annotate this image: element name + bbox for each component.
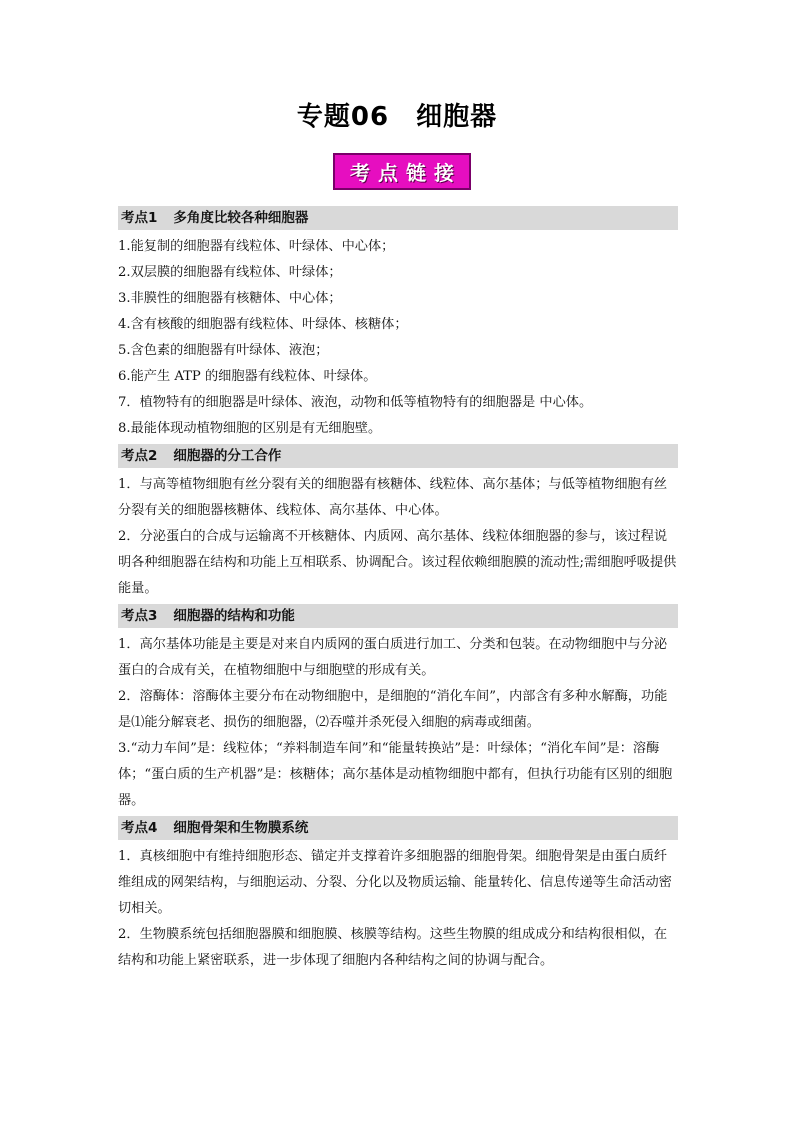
list-item: 3.“动力车间”是：线粒体；“养料制造车间”和“能量转换站”是：叶绿体；“消化车间”是：溶酶体；“蛋白质的生产机器”是：核糖体；高尔基体是动植物细胞中都有，但执行功能有区别的细胞器。 bbox=[118, 741, 673, 808]
list-item: 3.非膜性的细胞器有核糖体、中心体； bbox=[118, 291, 342, 306]
list-item: 1.能复制的细胞器有线粒体、叶绿体、中心体； bbox=[118, 239, 395, 254]
section-4 bbox=[118, 816, 678, 974]
section-name: 细胞器的结构和功能 bbox=[173, 608, 295, 624]
content-body bbox=[118, 206, 678, 976]
badge-label: 考点链接 bbox=[350, 161, 462, 185]
section-name: 多角度比较各种细胞器 bbox=[173, 210, 309, 226]
list-item: 1．高尔基体功能是主要是对来自内质网的蛋白质进行加工、分类和包装。在动物细胞中与分泌蛋白的合成有关，在植物细胞中与细胞壁的形成有关。 bbox=[118, 637, 668, 678]
list-item: 1．真核细胞中有维持细胞形态、锚定并支撑着许多细胞器的细胞骨架。细胞骨架是由蛋白质纤维组成的网架结构，与细胞运动、分裂、分化以及物质运输、能量转化、信息传递等生命活动密切相关。 bbox=[118, 849, 672, 916]
section-heading bbox=[118, 604, 678, 628]
section-name: 细胞器的分工合作 bbox=[173, 448, 282, 464]
section-heading bbox=[118, 206, 678, 230]
section-heading bbox=[118, 444, 678, 468]
page-title: 专题06 细胞器 bbox=[296, 102, 498, 132]
list-item: 2．生物膜系统包括细胞器膜和细胞膜、核膜等结构。这些生物膜的组成成分和结构很相似，在结构和功能上紧密联系，进一步体现了细胞内各种结构之间的协调与配合。 bbox=[118, 927, 668, 968]
list-item: 7．植物特有的细胞器是叶绿体、液泡，动物和低等植物特有的细胞器是 中心体。 bbox=[118, 395, 593, 410]
list-item: 2.双层膜的细胞器有线粒体、叶绿体； bbox=[118, 265, 342, 280]
list-item: 1．与高等植物细胞有丝分裂有关的细胞器有核糖体、线粒体、高尔基体；与低等植物细胞有丝分裂有关的细胞器核糖体、线粒体、高尔基体、中心体。 bbox=[118, 477, 668, 518]
list-item: 2．溶酶体：溶酶体主要分布在动物细胞中，是细胞的“消化车间”，内部含有多种水解酶，功能是⑴能分解衰老、损伤的细胞器，⑵吞噬并杀死侵入细胞的病毒或细菌。 bbox=[118, 689, 668, 730]
section-3 bbox=[118, 604, 678, 814]
list-item: 4.含有核酸的细胞器有线粒体、叶绿体、核糖体； bbox=[118, 317, 408, 332]
section-2 bbox=[118, 444, 678, 602]
section-badge bbox=[333, 153, 471, 190]
section-tag: 考点3 bbox=[121, 608, 158, 624]
section-tag: 考点4 bbox=[121, 820, 158, 836]
section-tag: 考点2 bbox=[121, 448, 158, 464]
list-item: 5.含色素的细胞器有叶绿体、液泡； bbox=[118, 343, 329, 358]
section-name: 细胞骨架和生物膜系统 bbox=[173, 820, 309, 836]
list-item: 6.能产生 ATP 的细胞器有线粒体、叶绿体。 bbox=[118, 369, 377, 384]
section-heading bbox=[118, 816, 678, 840]
list-item: 2．分泌蛋白的合成与运输离不开核糖体、内质网、高尔基体、线粒体细胞器的参与，该过程说明各种细胞器在结构和功能上互相联系、协调配合。该过程依赖细胞膜的流动性;需细胞呼吸提供能量。 bbox=[118, 529, 677, 596]
list-item: 8.最能体现动植物细胞的区别是有无细胞壁。 bbox=[118, 421, 382, 436]
section-1 bbox=[118, 206, 678, 442]
section-tag: 考点1 bbox=[121, 210, 158, 226]
